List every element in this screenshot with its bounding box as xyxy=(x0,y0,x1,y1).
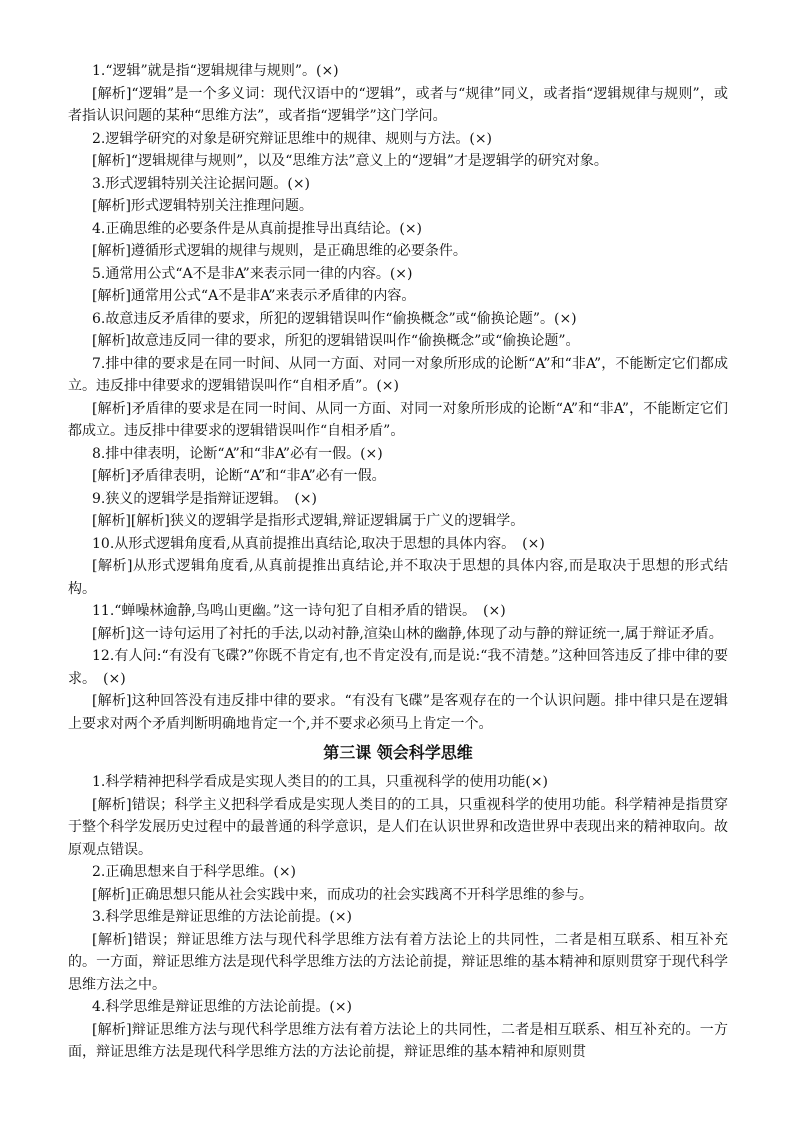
section-heading: 第三课 领会科学思维 xyxy=(323,743,473,762)
paragraph: [解析]“逻辑规律与规则”，以及“思维方法”意义上的“逻辑”才是逻辑学的研究对象。 xyxy=(92,153,608,169)
paragraph: 8.排中律表明，论断“A”和“非A”必有一假。(×) xyxy=(92,445,383,462)
paragraph: 4.正确思维的必要条件是从真前提推导出真结论。(×) xyxy=(92,220,423,237)
paragraph: 3.科学思维是辩证思维的方法论前提。(×) xyxy=(92,909,353,925)
paragraph: 9.狭义的逻辑学是指辩证逻辑。 (×) xyxy=(92,490,318,507)
paragraph: [解析]遵循形式逻辑的规律与规则，是正确思维的必要条件。 xyxy=(92,243,467,259)
paragraph: [解析]矛盾律表明，论断“A”和“非A”必有一假。 xyxy=(92,468,386,484)
paragraph: 10.从形式逻辑角度看,从真前提推出真结论,取决于思想的具体内容。 (×) xyxy=(92,535,545,552)
paragraph: [解析]矛盾律的要求是在同一时间、从同一方面、对同一对象所形成的论断“A”和“非A”，不能断定它们都成立。违反排中律要求的逻辑错误叫作“自相矛盾”。 xyxy=(68,400,728,439)
paragraph: 2.正确思想来自于科学思维。(×) xyxy=(92,864,297,880)
paragraph: [解析]形式逻辑特别关注推理问题。 xyxy=(92,198,313,214)
paragraph: 5.通常用公式“A不是非A”来表示同一律的内容。(×) xyxy=(92,265,413,282)
paragraph: 6.故意违反矛盾律的要求，所犯的逻辑错误叫作“偷换概念”或“偷换论题”。(×) xyxy=(92,310,577,327)
paragraph: 12.有人问:“有没有飞碟?”你既不肯定有,也不肯定没有,而是说:“我不清楚。”这种回答违反了排中律的要求。 (×) xyxy=(68,648,728,687)
section-logic-judgments xyxy=(68,60,728,735)
paragraph: [解析][解析]狭义的逻辑学是指形式逻辑,辩证逻辑属于广义的逻辑学。 xyxy=(92,513,525,529)
paragraph: [解析]这种回答没有违反排中律的要求。“有没有飞碟”是客观存在的一个认识问题。排中律只是在逻辑上要求对两个矛盾判断明确地肯定一个,并不要求必须马上肯定一个。 xyxy=(68,693,728,732)
paragraph: [解析]“逻辑”是一个多义词：现代汉语中的“逻辑”，或者与“规律”同义，或者指“逻辑规律与规则”，或者指认识问题的某种“思维方法”，或者指“逻辑学”这门学问。 xyxy=(68,85,728,124)
paragraph: 1.科学精神把科学看成是实现人类目的的工具，只重视科学的使用功能(×) xyxy=(92,774,549,790)
paragraph: [解析]辩证思维方法与现代科学思维方法有着方法论上的共同性，二者是相互联系、相互补充的。一方面，辩证思维方法是现代科学思维方法的方法论前提，辩证思维的基本精神和原则贯 xyxy=(68,1021,728,1060)
section-scientific-thinking xyxy=(68,771,728,1064)
paragraph: [解析]这一诗句运用了衬托的手法,以动衬静,渲染山林的幽静,体现了动与静的辩证统一,属于辩证矛盾。 xyxy=(92,625,723,642)
paragraph: [解析]正确思想只能从社会实践中来，而成功的社会实践离不开科学思维的参与。 xyxy=(92,886,593,903)
paragraph: 4.科学思维是辩证思维的方法论前提。(×) xyxy=(92,999,353,1015)
paragraph: [解析]故意违反同一律的要求，所犯的逻辑错误叫作“偷换概念”或“偷换论题”。 xyxy=(92,333,580,349)
paragraph: [解析]从形式逻辑角度看,从真前提推出真结论,并不取决于思想的具体内容,而是取决于思想的形式结构。 xyxy=(68,558,728,597)
paragraph: [解析]错误；辩证思维方法与现代科学思维方法有着方法论上的共同性，二者是相互联系、相互补充的。一方面，辩证思维方法是现代科学思维方法的方法论前提，辩证思维的基本精神和原则贯穿于现代科学思维方法之中。 xyxy=(68,931,728,993)
paragraph: [解析]错误；科学主义把科学看成是实现人类目的的工具，只重视科学的使用功能。科学精神是指贯穿于整个科学发展历史过程中的最普通的科学意识，是人们在认识世界和改造世界中表现出来的精神取向。故原观点错误。 xyxy=(68,796,728,858)
paragraph: 7.排中律的要求是在同一时间、从同一方面、对同一对象所形成的论断“A”和“非A”，不能断定它们都成立。违反排中律要求的逻辑错误叫作“自相矛盾”。(×) xyxy=(68,355,728,394)
paragraph: 11.“蝉噪林逾静,鸟鸣山更幽。”这一诗句犯了自相矛盾的错误。 (×) xyxy=(92,603,506,619)
paragraph: 3.形式逻辑特别关注论据问题。(×) xyxy=(92,175,311,192)
paragraph: [解析]通常用公式“A不是非A”来表示矛盾律的内容。 xyxy=(92,288,416,304)
paragraph: 2.逻辑学研究的对象是研究辩证思维中的规律、规则与方法。(×) xyxy=(92,130,493,147)
paragraph: 1.“逻辑”就是指“逻辑规律与规则”。(×) xyxy=(92,63,339,79)
